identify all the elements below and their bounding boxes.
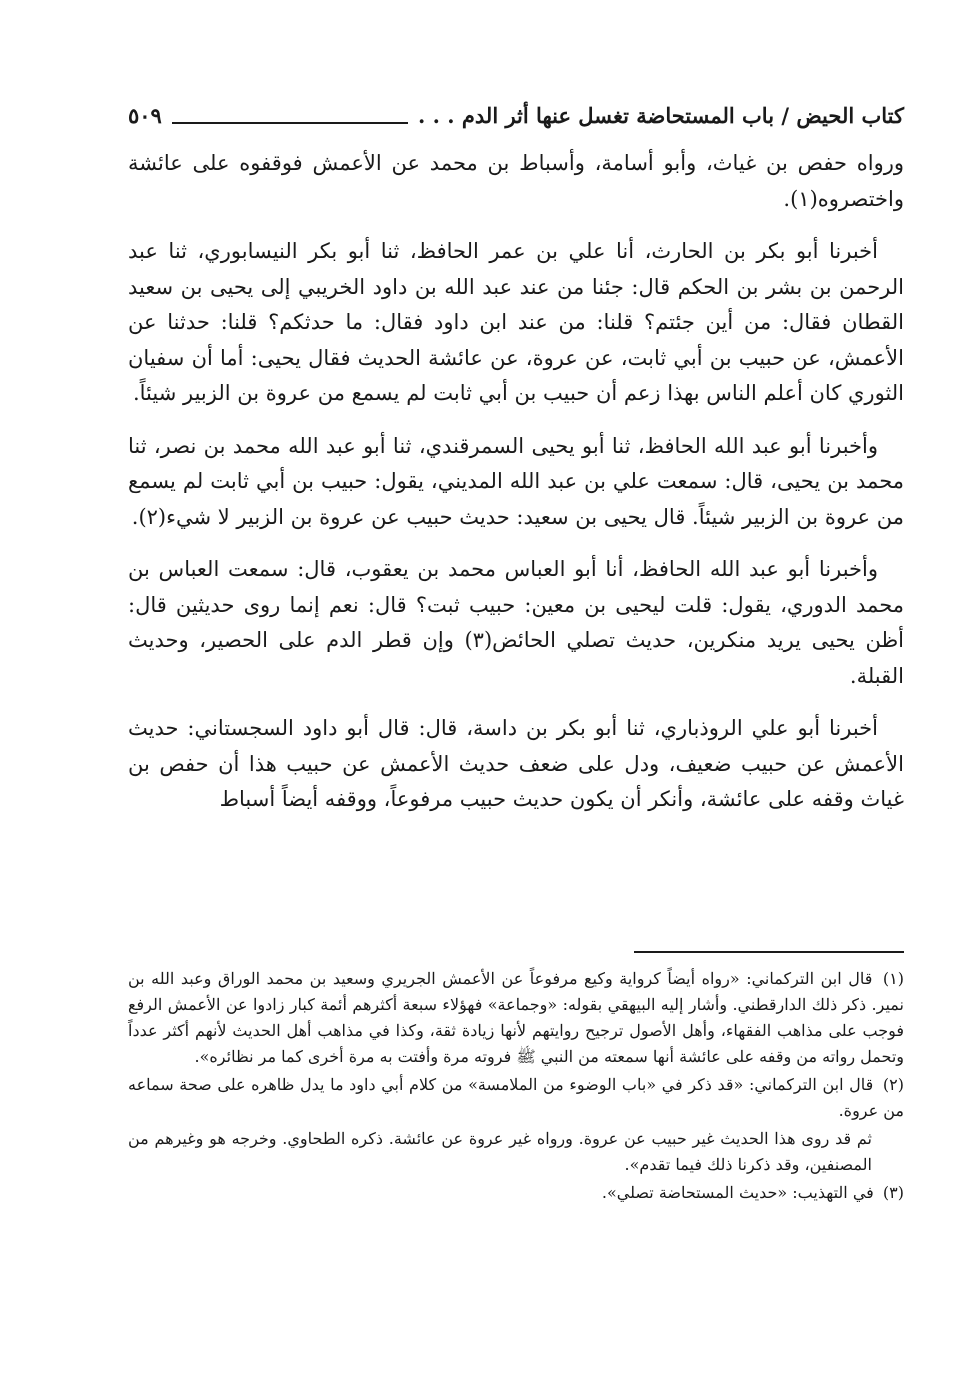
footnote-number: (١) <box>882 969 904 988</box>
header-rule <box>172 122 408 124</box>
running-header <box>128 92 904 132</box>
footnote <box>128 1072 904 1124</box>
footnote-separator <box>634 951 904 953</box>
paragraph: أخبرنا أبو علي الروذباري، ثنا أبو بكر بن داسة، قال: قال أبو داود السجستاني: حديث الأعمش عن حبيب ضعيف، ودل على ضعف حديث الأعمش عن حبيب هذا أن حفص بن غياث وقفه على عائشة، وأنكر أن يكون حديث حبيب مرفوعاً، ووقفه أيضاً أسباط <box>128 716 904 811</box>
main-text <box>128 146 904 835</box>
footnotes <box>128 966 904 1208</box>
paragraph: وأخبرنا أبو عبد الله الحافظ، ثنا أبو يحيى السمرقندي، ثنا أبو عبد الله محمد بن نصر، ثنا محمد بن يحيى، قال: سمعت علي بن عبد الله المديني، يقول: حبيب بن أبي ثابت لم يسمع من عروة بن الزبير شيئاً. قال يحيى بن سعيد: حديث حبيب عن عروة بن الزبير لا شيء(٢). <box>128 433 904 529</box>
footnote <box>128 1180 904 1206</box>
paragraph: أخبرنا أبو بكر بن الحارث، أنا علي بن عمر الحافظ، ثنا أبو بكر النيسابوري، ثنا عبد الرحمن بن بشر بن الحكم قال: جئنا من عند عبد الله بن داود الخريبي إلى يحيى بن سعيد القطان فقال: من أين جئتم؟ قلنا: من عند ابن داود فقال: ما حدثكم؟ قلنا: حدثنا عن الأعمش، عن حبيب بن أبي ثابت، عن عروة، عن عائشة الحديث فقال يحيى: أما أن سفيان الثوري كان أعلم الناس بهذا زعم أن حبيب بن أبي ثابت لم يسمع من عروة بن الزبير شيئاً. <box>128 239 904 405</box>
paragraph: وأخبرنا أبو عبد الله الحافظ، أنا أبو العباس محمد بن يعقوب، قال: سمعت العباس بن محمد الدوري، يقول: قلت ليحيى بن معين: حبيب ثبت؟ قال: نعم إنما روى حديثين قال: أظن يحيى يريد منكرين، حديث تصلي الحائض(٣) وإن قطر الدم على الحصير، وحديث القبلة. <box>128 557 904 688</box>
footnote-text: قال ابن التركماني: «قد ذكر في «باب الوضوء من الملامسة» من كلام أبي داود ما يدل ظاهره على صحة سماعه من عروة. <box>128 1075 904 1120</box>
footnote <box>128 966 904 1070</box>
footnote-text: في التهذيب: «حديث المستحاضة تصلي». <box>601 1183 874 1202</box>
chapter-title: كتاب الحيض / باب المستحاضة تغسل عنها أثر الدم . . . <box>418 103 904 128</box>
footnote-continuation: ثم قد روى هذا الحديث غير حبيب عن عروة. ورواه غير عروة عن عائشة. ذكره الطحاوي. وخرجه هو وغيرهم من المصنفين، وقد ذكرنا ذلك فيما تقدم». <box>128 1129 872 1174</box>
footnote-text: قال ابن التركماني: «رواه أيضاً كرواية وكيع مرفوعاً عن الأعمش الجريري وسعيد بن محمد الوراق وعبد الله بن نمير. ذكر ذلك الدارقطني. وأشار إليه البيهقي بقوله: «وجماعة» فهؤلاء سبعة أكثرهم أئمة كبار زادوا عن الأعمش الرفع فوجب على مذاهب الفقهاء، وأهل الأصول ترجيح روايتهم لأنها زيادة ثقة، وكذا في مذاهب أهل الحديث لأنهم أكثر عدداً وتحمل رواته من وقفه على عائشة أنها سمعته من النبي ﷺ فروته مرة وأفتت به مرة أخرى كما مر نظائره». <box>128 969 905 1066</box>
page-number: ٥٠٩ <box>128 103 162 128</box>
footnote-number: (٢) <box>882 1075 904 1094</box>
paragraph: ورواه حفص بن غياث، وأبو أسامة، وأسباط بن محمد عن الأعمش فوقفوه على عائشة واختصروه(١). <box>128 151 904 211</box>
footnote-number: (٣) <box>882 1183 904 1202</box>
